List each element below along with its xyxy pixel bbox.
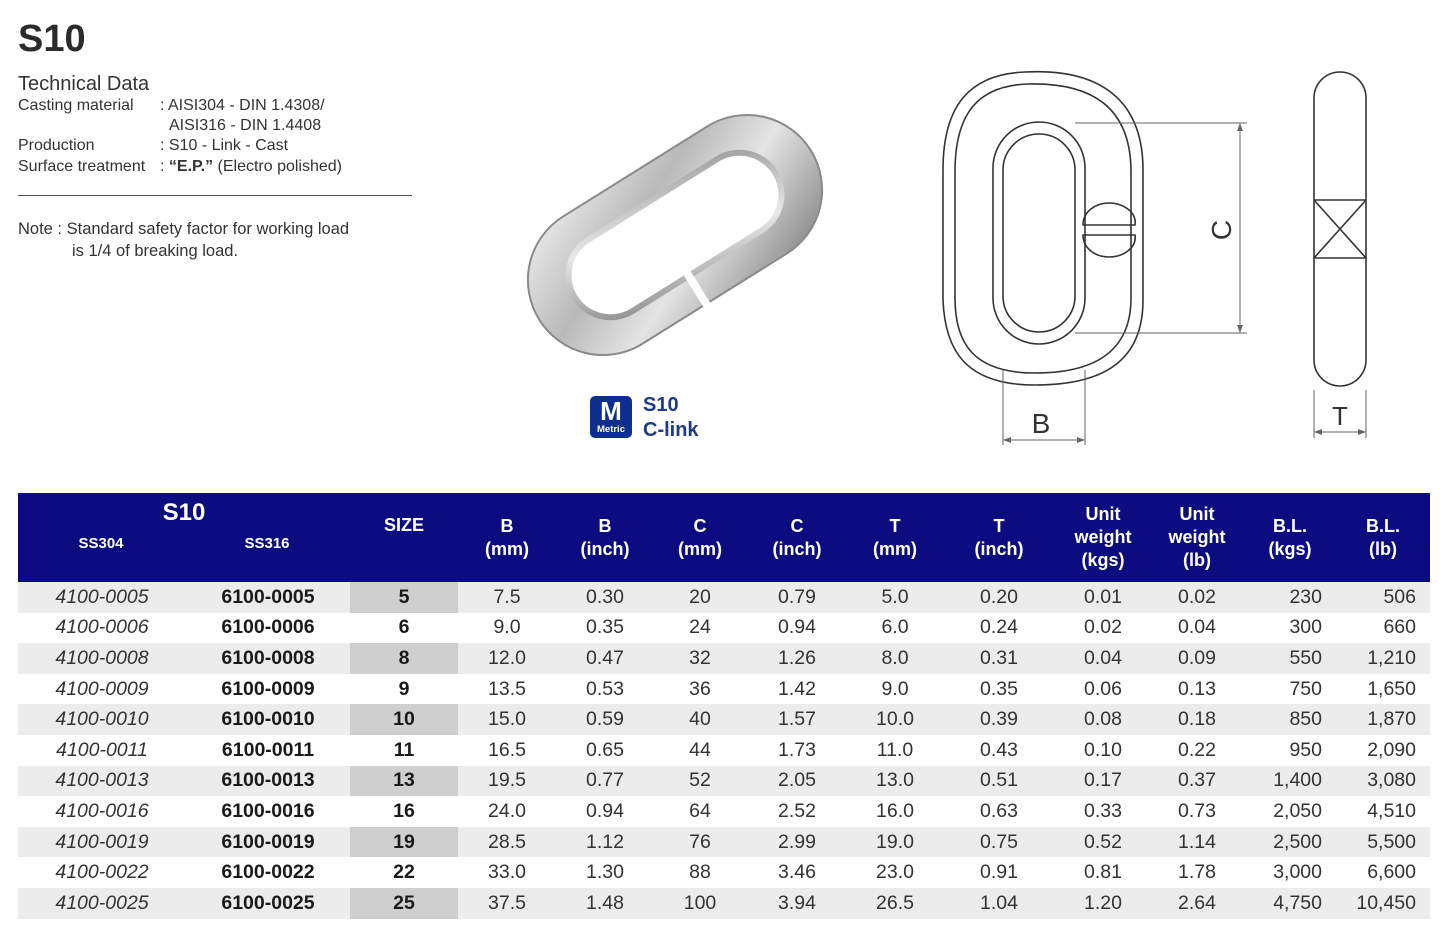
technical-drawing xyxy=(925,60,1425,460)
table-cell: 19.5 xyxy=(488,769,526,792)
part-number-ss316: 6100-0019 xyxy=(221,830,315,853)
table-cell: 32 xyxy=(689,646,711,669)
table-cell: 0.24 xyxy=(980,616,1018,639)
spec-value-bold: “E.P.” xyxy=(168,158,214,175)
table-cell: 0.22 xyxy=(1178,738,1216,761)
spec-value: : S10 - Link - Cast xyxy=(160,137,289,154)
table-cell: 3.94 xyxy=(778,891,816,914)
spec-casting-material-cont xyxy=(18,116,321,136)
column-header xyxy=(654,493,746,582)
table-cell: 2,090 xyxy=(1367,738,1416,761)
column-header-line: T xyxy=(889,515,901,536)
outer-outline xyxy=(943,72,1143,385)
column-header-line: (mm) xyxy=(485,538,529,559)
table-cell: 100 xyxy=(683,891,717,914)
table-body xyxy=(18,582,1430,919)
table-cell: 1.78 xyxy=(1178,861,1216,884)
table-cell: 19.0 xyxy=(876,830,914,853)
dim-label-t: T xyxy=(1332,401,1348,431)
table-row xyxy=(18,827,1430,858)
size-cell: 8 xyxy=(350,643,458,674)
table-cell: 1.42 xyxy=(778,677,816,700)
note-line-1: Note : Standard safety factor for working load xyxy=(18,220,350,238)
table-cell: 3,000 xyxy=(1273,861,1322,884)
table-cell: 0.08 xyxy=(1084,708,1122,731)
column-header-line: C xyxy=(693,515,707,536)
column-header-line: (lb) xyxy=(1183,550,1211,570)
table-cell: 0.73 xyxy=(1178,799,1216,822)
table-cell: 0.47 xyxy=(586,646,624,669)
table-cell: 0.02 xyxy=(1084,616,1122,639)
part-number-ss316: 6100-0025 xyxy=(221,891,315,914)
size-cell: 22 xyxy=(393,861,415,884)
column-header xyxy=(458,493,556,582)
table-cell: 15.0 xyxy=(488,708,526,731)
table-cell: 2.52 xyxy=(778,799,816,822)
table-cell: 0.10 xyxy=(1084,738,1122,761)
table-cell: 0.01 xyxy=(1084,585,1122,608)
table-cell: 950 xyxy=(1289,738,1322,761)
part-number-ss316: 6100-0011 xyxy=(221,738,315,761)
table-cell: 0.31 xyxy=(980,646,1018,669)
part-number-ss304: 4100-0010 xyxy=(55,708,149,731)
product-title: S10 xyxy=(18,18,86,60)
table-cell: 0.94 xyxy=(586,799,624,822)
column-header xyxy=(1056,493,1150,582)
table-cell: 1.20 xyxy=(1084,891,1122,914)
column-header-line: B.L. xyxy=(1366,515,1400,536)
caption-name: C-link xyxy=(643,419,699,441)
table-row xyxy=(18,735,1430,766)
table-cell: 1,650 xyxy=(1367,677,1416,700)
table-cell: 0.91 xyxy=(980,861,1018,884)
table-cell: 16.5 xyxy=(488,738,526,761)
table-cell: 5,500 xyxy=(1367,830,1416,853)
part-number-ss316: 6100-0009 xyxy=(221,677,315,700)
table-cell: 550 xyxy=(1289,646,1322,669)
table-cell: 1.57 xyxy=(778,708,816,731)
size-cell: 25 xyxy=(350,888,458,919)
column-header-line: Unit xyxy=(1085,504,1121,524)
size-cell: 13 xyxy=(350,766,458,797)
table-cell: 0.35 xyxy=(586,616,624,639)
header-group-title: S10 xyxy=(162,499,206,526)
table-cell: 1,870 xyxy=(1367,708,1416,731)
product-caption xyxy=(643,393,699,443)
spec-value: AISI316 - DIN 1.4408 xyxy=(169,117,322,134)
part-number-ss304: 4100-0013 xyxy=(55,769,149,792)
column-header-line: B xyxy=(598,515,612,536)
table-row xyxy=(18,888,1430,919)
part-number-ss316: 6100-0008 xyxy=(221,646,315,669)
table-cell: 0.53 xyxy=(586,677,624,700)
part-number-ss316: 6100-0013 xyxy=(221,769,315,792)
table-cell: 230 xyxy=(1289,585,1322,608)
column-header-line: SIZE xyxy=(383,515,424,535)
table-cell: 4,750 xyxy=(1273,891,1322,914)
table-cell: 6,600 xyxy=(1367,861,1416,884)
table-cell: 300 xyxy=(1289,616,1322,639)
column-header-line: (inch) xyxy=(772,538,822,559)
table-cell: 0.65 xyxy=(586,738,624,761)
column-header xyxy=(942,493,1056,582)
gap-upper xyxy=(1083,203,1135,225)
column-header-line: weight xyxy=(1168,527,1226,547)
table-cell: 2.64 xyxy=(1178,891,1216,914)
table-cell: 0.30 xyxy=(586,585,624,608)
table-cell: 9.0 xyxy=(881,677,909,700)
table-cell: 1.14 xyxy=(1178,830,1216,853)
part-number-ss316: 6100-0006 xyxy=(221,616,315,639)
table-cell: 0.18 xyxy=(1178,708,1216,731)
size-cell: 11 xyxy=(393,738,415,761)
part-number-ss304: 4100-0025 xyxy=(55,891,149,914)
spec-label: Surface treatment xyxy=(18,158,146,175)
table-cell: 40 xyxy=(689,708,711,731)
table-cell: 10,450 xyxy=(1356,891,1416,914)
table-row xyxy=(18,582,1430,613)
table-cell: 3.46 xyxy=(778,861,816,884)
column-header xyxy=(1336,493,1430,582)
table-cell: 24.0 xyxy=(488,799,526,822)
table-cell: 33.0 xyxy=(488,861,526,884)
header-part-numbers xyxy=(18,493,350,582)
table-cell: 20 xyxy=(689,585,711,608)
table-row xyxy=(18,766,1430,797)
table-cell: 0.02 xyxy=(1178,585,1216,608)
column-header-line: weight xyxy=(1074,527,1132,547)
table-cell: 2,500 xyxy=(1273,830,1322,853)
table-cell: 2.05 xyxy=(778,769,816,792)
size-cell: 16 xyxy=(393,799,415,822)
column-header-line: C xyxy=(790,515,804,536)
part-number-ss304: 4100-0006 xyxy=(55,616,149,639)
note-line-2: is 1/4 of breaking load. xyxy=(72,242,239,260)
table-cell: 24 xyxy=(689,616,711,639)
column-header xyxy=(746,493,848,582)
table-cell: 660 xyxy=(1383,616,1416,639)
table-row xyxy=(18,857,1430,888)
column-header-line: (mm) xyxy=(678,538,722,559)
part-number-ss316: 6100-0010 xyxy=(221,708,315,731)
inner-opening-inner xyxy=(1003,134,1075,332)
spec-label: Production xyxy=(18,137,95,154)
badge-word: Metric xyxy=(597,424,625,435)
table-cell: 0.51 xyxy=(980,769,1018,792)
column-header xyxy=(350,493,458,582)
table-cell: 8.0 xyxy=(881,646,909,669)
table-cell: 28.5 xyxy=(488,830,526,853)
spec-casting-material xyxy=(18,96,325,116)
part-number-ss316: 6100-0022 xyxy=(221,861,315,884)
table-cell: 1.12 xyxy=(586,830,624,853)
table-cell: 52 xyxy=(689,769,711,792)
part-number-ss304: 4100-0005 xyxy=(55,585,149,608)
column-header-line: (mm) xyxy=(873,538,917,559)
size-cell: 6 xyxy=(398,616,410,639)
table-cell: 0.04 xyxy=(1084,646,1122,669)
table-row xyxy=(18,796,1430,827)
part-number-ss304: 4100-0016 xyxy=(55,799,149,822)
table-cell: 10.0 xyxy=(876,708,914,731)
spec-value: : AISI304 - DIN 1.4308/ xyxy=(160,97,325,114)
table-cell: 64 xyxy=(689,799,711,822)
table-cell: 5.0 xyxy=(881,585,909,608)
table-cell: 1.48 xyxy=(586,891,624,914)
spec-value-prefix: : xyxy=(160,158,169,175)
dim-label-b: B xyxy=(1031,408,1051,439)
gap-lower xyxy=(1083,235,1135,257)
table-row xyxy=(18,704,1430,735)
table-cell: 0.59 xyxy=(586,708,624,731)
part-number-ss304: 4100-0011 xyxy=(56,738,148,761)
c-link-photo xyxy=(495,85,855,385)
table-cell: 0.39 xyxy=(980,708,1018,731)
table-cell: 13.5 xyxy=(488,677,526,700)
column-header-line: B xyxy=(500,515,514,536)
column-header-line: B.L. xyxy=(1273,515,1307,536)
header-group-sub xyxy=(18,532,350,555)
table-cell: 0.63 xyxy=(980,799,1018,822)
column-header-line: Unit xyxy=(1179,504,1215,524)
size-cell: 9 xyxy=(398,677,410,700)
table-cell: 506 xyxy=(1383,585,1416,608)
table-cell: 76 xyxy=(689,830,711,853)
table-cell: 37.5 xyxy=(488,891,526,914)
column-header-line: (kgs) xyxy=(1268,538,1312,559)
table-cell: 0.37 xyxy=(1178,769,1216,792)
table-cell: 0.35 xyxy=(980,677,1018,700)
table-cell: 88 xyxy=(689,861,711,884)
part-number-ss304: 4100-0022 xyxy=(55,861,149,884)
column-header-line: (inch) xyxy=(580,538,630,559)
table-cell: 1.73 xyxy=(778,738,816,761)
table-cell: 16.0 xyxy=(876,799,914,822)
part-number-ss316: 6100-0016 xyxy=(221,799,315,822)
outer-inner-line xyxy=(955,84,1131,373)
table-cell: 7.5 xyxy=(493,585,521,608)
table-cell: 2,050 xyxy=(1273,799,1322,822)
table-cell: 9.0 xyxy=(493,616,521,639)
table-cell: 1,210 xyxy=(1367,646,1416,669)
table-cell: 0.20 xyxy=(980,585,1018,608)
column-header xyxy=(556,493,654,582)
spec-value xyxy=(160,157,342,177)
table-cell: 0.77 xyxy=(586,769,624,792)
table-cell: 0.52 xyxy=(1084,830,1122,853)
table-cell: 0.33 xyxy=(1084,799,1122,822)
column-header-line: (inch) xyxy=(974,538,1024,559)
table-cell: 750 xyxy=(1289,677,1322,700)
table-cell: 6.0 xyxy=(881,616,909,639)
spec-surface-treatment xyxy=(18,157,342,177)
part-number-ss304: 4100-0008 xyxy=(55,646,149,669)
table-cell: 4,510 xyxy=(1367,799,1416,822)
table-cell: 1.04 xyxy=(980,891,1018,914)
table-cell: 0.79 xyxy=(778,585,816,608)
size-cell: 19 xyxy=(350,827,458,858)
table-cell: 0.94 xyxy=(778,616,816,639)
column-header-line: T xyxy=(993,515,1005,536)
column-header xyxy=(848,493,942,582)
table-cell: 0.81 xyxy=(1084,861,1122,884)
table-row xyxy=(18,613,1430,644)
technical-data-heading: Technical Data xyxy=(18,73,150,95)
part-number-ss304: 4100-0009 xyxy=(55,677,149,700)
dim-label-c: C xyxy=(1206,219,1237,241)
table-cell: 0.13 xyxy=(1178,677,1216,700)
part-number-ss304: 4100-0019 xyxy=(55,830,149,853)
table-cell: 11.0 xyxy=(876,738,914,761)
divider xyxy=(18,195,412,196)
table-cell: 1,400 xyxy=(1273,769,1322,792)
table-cell: 1.30 xyxy=(586,861,624,884)
table-cell: 1.26 xyxy=(778,646,816,669)
caption-code: S10 xyxy=(643,394,679,416)
table-cell: 3,080 xyxy=(1367,769,1416,792)
column-header-line: (kgs) xyxy=(1081,550,1125,570)
table-cell: 36 xyxy=(689,677,711,700)
table-cell: 0.43 xyxy=(980,738,1018,761)
column-header-line: (lb) xyxy=(1369,538,1397,559)
table-cell: 12.0 xyxy=(488,646,526,669)
table-cell: 0.09 xyxy=(1178,646,1216,669)
column-header xyxy=(1244,493,1336,582)
table-cell: 13.0 xyxy=(876,769,914,792)
table-cell: 0.04 xyxy=(1178,616,1216,639)
safety-note xyxy=(18,218,349,262)
table-cell: 850 xyxy=(1289,708,1322,731)
size-cell: 10 xyxy=(350,704,458,735)
table-cell: 0.06 xyxy=(1084,677,1122,700)
table-cell: 0.17 xyxy=(1084,769,1122,792)
table-row xyxy=(18,643,1430,674)
table-header-row xyxy=(18,493,1430,582)
table-cell: 23.0 xyxy=(876,861,914,884)
column-header xyxy=(1150,493,1244,582)
header-ss316: SS316 xyxy=(244,535,290,552)
size-cell: 5 xyxy=(350,582,458,613)
metric-badge xyxy=(590,396,632,438)
spec-production xyxy=(18,136,288,156)
header-ss304: SS304 xyxy=(78,535,124,552)
table-cell: 26.5 xyxy=(876,891,914,914)
part-number-ss316: 6100-0005 xyxy=(221,585,315,608)
spec-label: Casting material xyxy=(18,97,134,114)
spec-table xyxy=(18,493,1430,919)
table-cell: 2.99 xyxy=(778,830,816,853)
table-row xyxy=(18,674,1430,705)
table-cell: 44 xyxy=(689,738,711,761)
spec-value-suffix: (Electro polished) xyxy=(213,158,343,175)
badge-letter: M xyxy=(600,396,622,426)
table-cell: 0.75 xyxy=(980,830,1018,853)
